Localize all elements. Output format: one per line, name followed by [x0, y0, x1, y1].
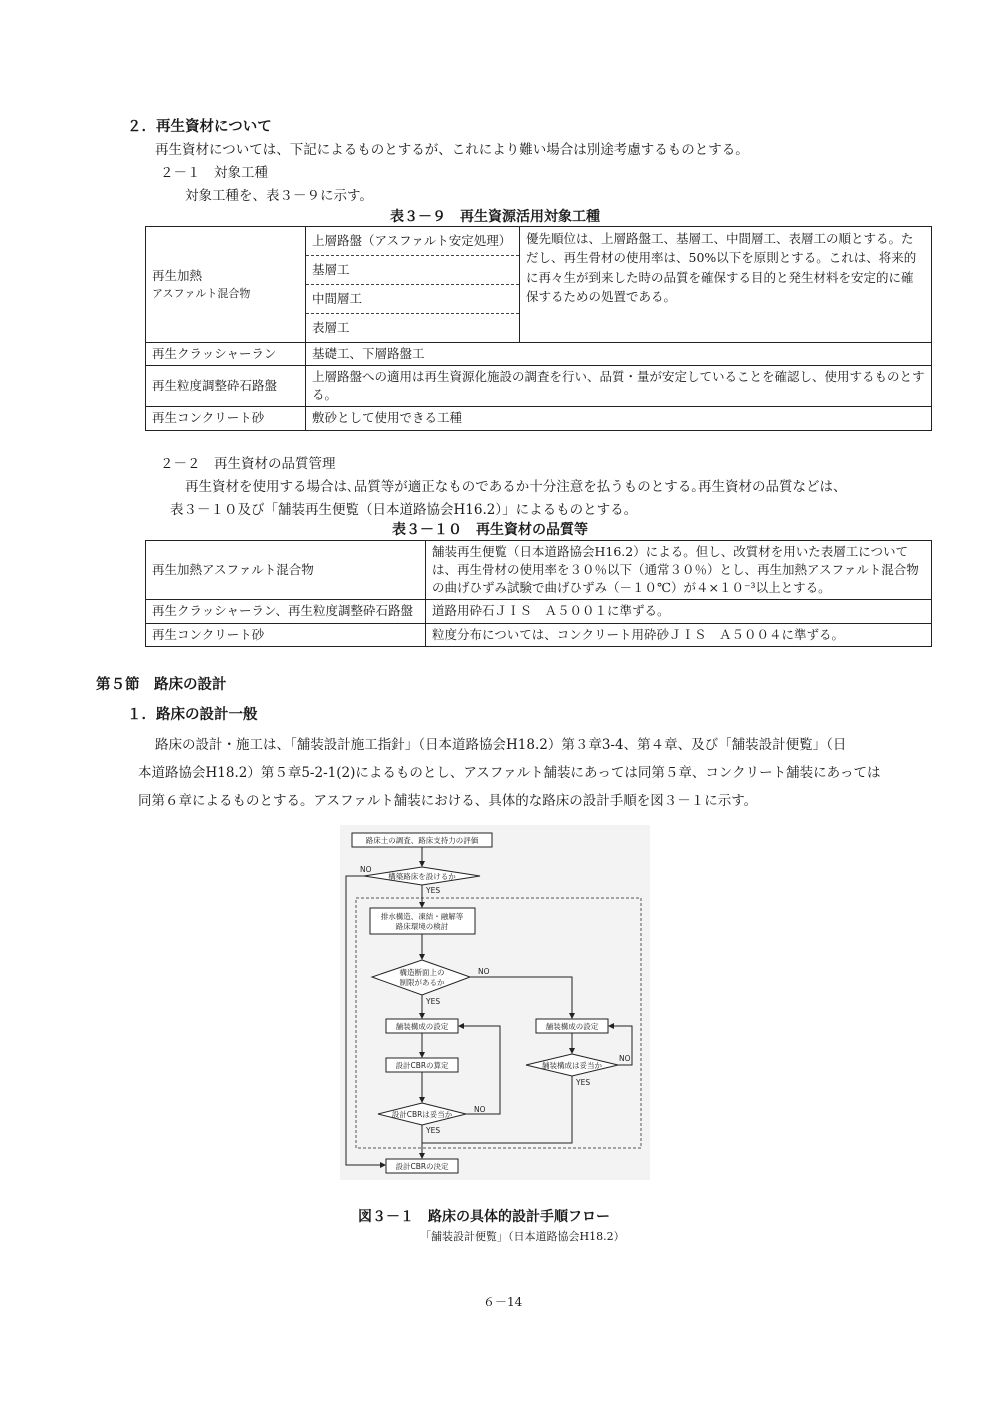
- subgrade-design-flowchart: [340, 825, 650, 1180]
- subsection-text: 対象工種を、表３－９に示す。: [185, 188, 373, 204]
- page-number: ６－14: [483, 1295, 523, 1309]
- table-cell-label: 再生加熱 アスファルト混合物: [146, 227, 306, 343]
- flow-yes-label: YES: [576, 1078, 591, 1087]
- table-cell: 敷砂として使用できる工種: [306, 407, 932, 430]
- table-cell-label: 再生粒度調整砕石路盤: [146, 366, 306, 407]
- table-cell: 上層路盤（アスファルト安定処理）: [306, 227, 520, 256]
- table-cell: 基層工: [306, 256, 520, 285]
- table-cell: 中間層工: [306, 285, 520, 314]
- table-cell: 基礎工、下層路盤工: [306, 343, 932, 366]
- flow-node-pavement-left-label: 舗装構成の設定: [395, 1022, 449, 1031]
- flow-node-start-label: 路床土の調査、路床支持力の評価: [365, 836, 479, 845]
- table-cell: 上層路盤への適用は再生資源化施設の調査を行い、品質・量が安定していることを確認し、使用するものとする。: [306, 366, 932, 407]
- table-cell-label: 再生クラッシャーラン: [146, 343, 306, 366]
- flow-node-pavement-right-label: 舗装構成の設定: [545, 1022, 599, 1031]
- table-cell-label: 再生加熱アスファルト混合物: [146, 541, 426, 600]
- flow-decision-constraint-label1: 構造断面上の: [399, 968, 445, 977]
- section-intro: 再生資材については、下記によるものとするが、これにより難い場合は別途考慮するものとする。: [155, 142, 749, 158]
- table-recycled-works: [145, 226, 932, 431]
- flow-no-label: NO: [619, 1054, 631, 1063]
- paragraph-line: 本道路協会H18.2）第５章5-2-1(2)によるものとし、アスファルト舗装にあっては同第５章、コンクリート舗装にあっては: [138, 765, 881, 781]
- table-caption: 表３－９ 再生資源活用対象工種: [390, 209, 600, 225]
- flow-node-drainage-label1: 排水構造、凍結・融解等: [380, 912, 464, 921]
- flow-no-label: NO: [360, 865, 372, 874]
- paragraph-line: 同第６章によるものとする。アスファルト舗装における、具体的な路床の設計手順を図３－１に示す。: [138, 793, 758, 809]
- table-cell: 粒度分布については、コンクリート用砕砂ＪＩＳ Ａ５００４に準ずる。: [426, 623, 932, 646]
- table-cell: 道路用砕石ＪＩＳ Ａ５００１に準ずる。: [426, 600, 932, 623]
- flow-node-drainage-label2: 路床環境の検討: [395, 922, 449, 931]
- table-caption: 表３－１０ 再生資材の品質等: [392, 522, 588, 538]
- flow-decision-constraint-label2: 制限があるか: [399, 978, 445, 987]
- flow-yes-label: YES: [426, 886, 441, 895]
- subsection-heading-subgrade-general: １．路床の設計一般: [127, 707, 258, 723]
- flow-node-end-label: 設計CBRの決定: [395, 1162, 449, 1171]
- flow-decision-kochiku-label: 構築路床を設けるか: [388, 872, 456, 881]
- subsection-text: 表３－１０及び「舗装再生便覧（日本道路協会H16.2）」によるものとする。: [170, 502, 638, 518]
- flow-yes-label: YES: [426, 997, 441, 1006]
- figure-source: 「舗装設計便覧」（日本道路協会H18.2）: [420, 1230, 625, 1243]
- flow-yes-label: YES: [426, 1126, 441, 1135]
- subsection-heading-target-works: ２－１ 対象工種: [160, 165, 268, 181]
- table-cell-label: 再生クラッシャーラン、再生粒度調整砕石路盤: [146, 600, 426, 623]
- paragraph-line: 路床の設計・施工は、「舗装設計施工指針」（日本道路協会H18.2）第３章3-4、第４章、及び「舗装設計便覧」（日: [155, 737, 847, 753]
- flow-no-label: NO: [474, 1105, 486, 1114]
- table-recycled-quality: [145, 540, 932, 647]
- flow-node-cbr-calc-label: 設計CBRの算定: [395, 1061, 449, 1070]
- figure-caption: 図３－１ 路床の具体的設計手順フロー: [358, 1209, 610, 1225]
- table-cell: 表層工: [306, 314, 520, 343]
- table-cell-label: 再生コンクリート砂: [146, 623, 426, 646]
- flow-decision-cbr-ok-label: 設計CBRは妥当か: [391, 1110, 453, 1119]
- flow-no-label: NO: [478, 967, 490, 976]
- table-cell: 舗装再生便覧（日本道路協会H16.2）による。但し、改質材を用いた表層工については、再生骨材の使用率を３０％以下（通常３０％）とし、再生加熱アスファルト混合物の曲げひずみ試験で曲げひずみ（－１０℃）が４×１０⁻³以上とする。: [426, 541, 932, 600]
- table-cell-label: 再生コンクリート砂: [146, 407, 306, 430]
- section-heading-recycled-materials: ２．再生資材について: [127, 119, 272, 135]
- section-heading-subgrade: 第５節 路床の設計: [96, 677, 227, 693]
- subsection-text: 再生資材を使用する場合は､品質等が適正なものであるか十分注意を払うものとする｡再生資材の品質などは、: [185, 479, 847, 495]
- table-cell-note: 優先順位は、上層路盤工、基層工、中間層工、表層工の順とする。ただし、再生骨材の使用率は、50%以下を原則とする。これは、将来的に再々生が到来した時の品質を確保する目的と発生材料を安定的に確保するための処置である。: [520, 227, 932, 343]
- subsection-heading-quality: ２－２ 再生資材の品質管理: [160, 456, 336, 472]
- flow-decision-pavement-ok-label: 舗装構成は妥当か: [542, 1061, 602, 1070]
